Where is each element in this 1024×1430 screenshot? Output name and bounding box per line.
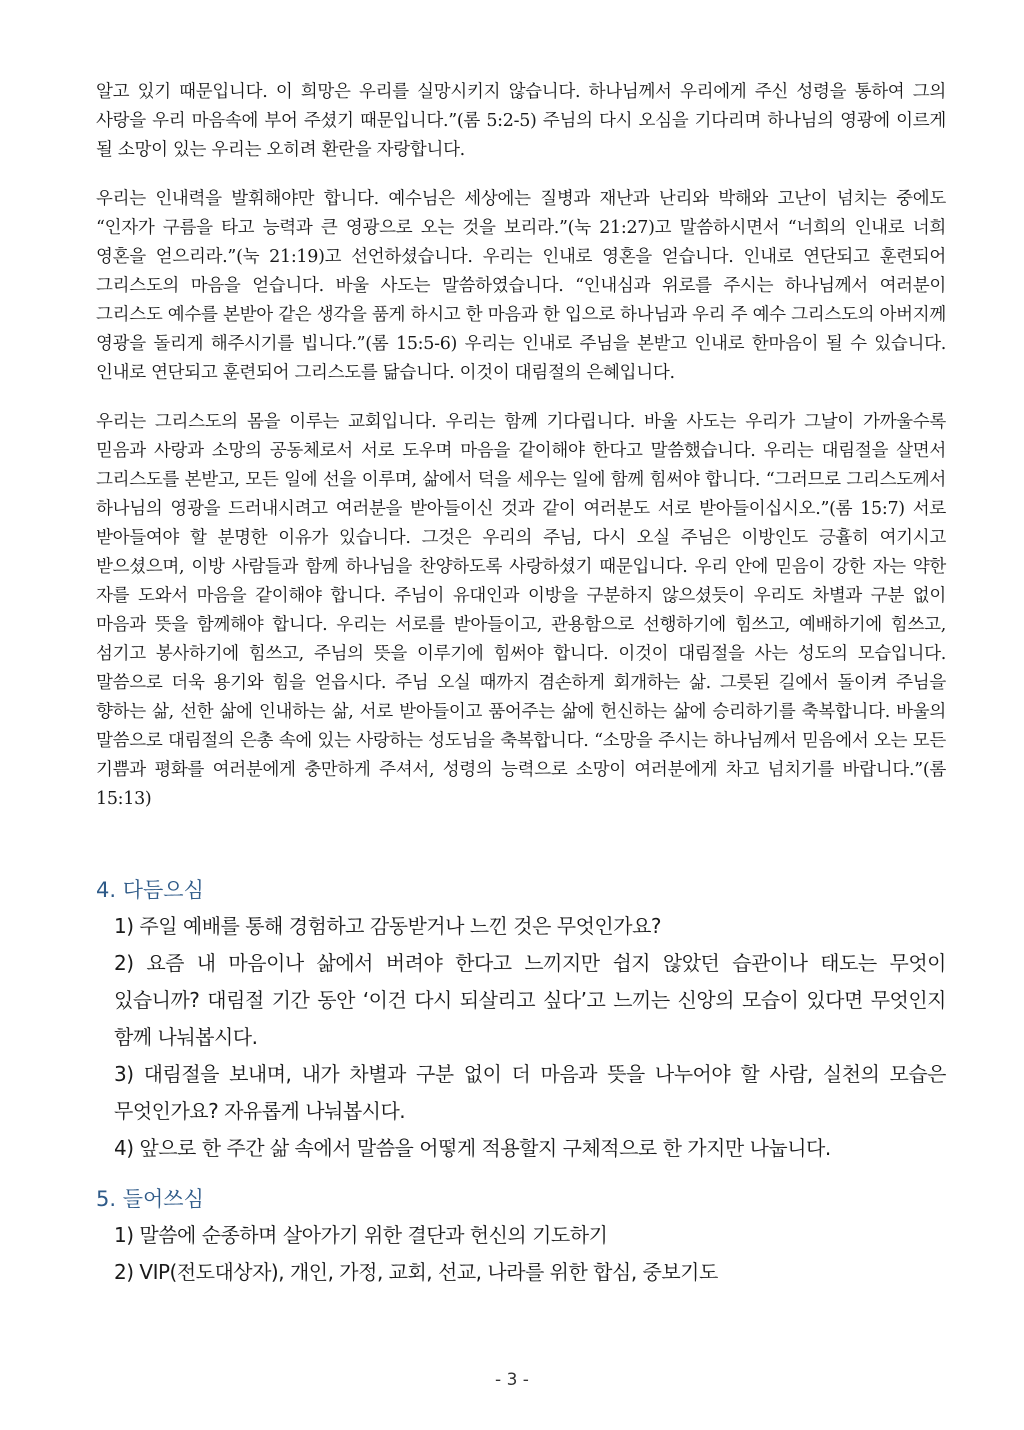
body-paragraph: 우리는 인내력을 발휘해야만 합니다. 예수님은 세상에는 질병과 재난과 난리와 박해와 고난이 넘치는 중에도 “인자가 구름을 타고 능력과 큰 영광으로 오는 것을 보리라.”(눅 21:27)고 말씀하시면서 “너희의 인내로 너희 영혼을 얻으리라.”(눅 21:19)고 선언하셨습니다. 우리는 인내로 영혼을 얻습니다. 인내로 연단되고 훈련되어 그리스도의 마음을 얻습니다. 바울 사도는 말씀하였습니다. “인내심과 위로를 주시는 하나님께서 여러분이 그리스도 예수를 본받아 같은 생각을 품게 하시고 한 마음과 한 입으로 하나님과 우리 주 예수 그리스도의 아버지께 영광을 돌리게 해주시기를 빕니다.”(롬 15:5-6) 우리는 인내로 주님을 본받고 인내로 한마음이 될 수 있습니다. 인내로 연단되고 훈련되어 그리스도를 닮습니다. 이것이 대림절의 은혜입니다. [96,189,946,383]
list-item: 1) 주일 예배를 통해 경험하고 감동받거나 느낀 것은 무엇인가요? [114,914,662,938]
section-deureosseusim [96,1181,946,1291]
section-title: 4. 다듬으심 [96,878,204,902]
list-item: 3) 대림절을 보내며, 내가 차별과 구분 없이 더 마음과 뜻을 나누어야 할 사람, 실천의 모습은 무엇인가요? 자유롭게 나눠봅시다. [114,1062,946,1123]
list-item: 2) 요즘 내 마음이나 삶에서 버려야 한다고 느끼지만 쉽지 않았던 습관이나 태도는 무엇이 있습니까? 대림절 기간 동안 ‘이건 다시 되살리고 싶다’고 느끼는 신앙의 모습이 있다면 무엇인지 함께 나눠봅시다. [114,951,946,1049]
prayer-list [96,1217,946,1291]
body-paragraph: 알고 있기 때문입니다. 이 희망은 우리를 실망시키지 않습니다. 하나님께서 우리에게 주신 성령을 통하여 그의 사랑을 우리 마음속에 부어 주셨기 때문입니다.”(롬 5:2-5) 주님의 다시 오심을 기다리며 하나님의 영광에 이르게 될 소망이 있는 우리는 오히려 환란을 자랑합니다. [96,82,946,160]
section-title: 5. 들어쓰심 [96,1187,204,1211]
list-item: 1) 말씀에 순종하며 살아가기 위한 결단과 헌신의 기도하기 [114,1223,608,1247]
body-paragraph: 우리는 그리스도의 몸을 이루는 교회입니다. 우리는 함께 기다립니다. 바울 사도는 우리가 그날이 가까울수록 믿음과 사랑과 소망의 공동체로서 서로 도우며 마음을 같이해야 한다고 말씀했습니다. 우리는 대림절을 살면서 그리스도를 본받고, 모든 일에 선을 이루며, 삶에서 덕을 세우는 일에 함께 힘써야 합니다. “그러므로 그리스도께서 하나님의 영광을 드러내시려고 여러분을 받아들이신 것과 같이 여러분도 서로 받아들이십시오.”(롬 15:7) 서로 받아들여야 할 분명한 이유가 있습니다. 그것은 우리의 주님, 다시 오실 주님은 이방인도 긍휼히 여기시고 받으셨으며, 이방 사람들과 함께 하나님을 찬양하도록 사랑하셨기 때문입니다. 우리 안에 믿음이 강한 자는 약한 자를 도와서 마음을 같이해야 합니다. 주님이 유대인과 이방을 구분하지 않으셨듯이 우리도 차별과 구분 없이 마음과 뜻을 함께해야 합니다. 우리는 서로를 받아들이고, 관용함으로 선행하기에 힘쓰고, 예배하기에 힘쓰고, 섬기고 봉사하기에 힘쓰고, 주님의 뜻을 이루기에 힘써야 합니다. 이것이 대림절을 사는 성도의 모습입니다. 말씀으로 더욱 용기와 힘을 얻읍시다. 주님 오실 때까지 겸손하게 회개하는 삶. 그릇된 길에서 돌이켜 주님을 향하는 삶, 선한 삶에 인내하는 삶, 서로 받아들이고 품어주는 삶에 헌신하는 삶에 승리하기를 축복합니다. 바울의 말씀으로 대림절의 은총 속에 있는 사랑하는 성도님을 축복합니다. “소망을 주시는 하나님께서 믿음에서 오는 모든 기쁨과 평화를 여러분에게 충만하게 주셔서, 성령의 능력으로 소망이 여러분에게 차고 넘치기를 바랍니다.”(롬 15:13) [96,412,946,809]
list-item: 2) VIP(전도대상자), 개인, 가정, 교회, 선교, 나라를 위한 합심, 중보기도 [114,1260,718,1284]
question-list [96,908,946,1167]
page-content [96,78,946,1291]
page-number: - 3 - [495,1370,529,1390]
section-dadeumeusim [96,872,946,1167]
list-item: 4) 앞으로 한 주간 삶 속에서 말씀을 어떻게 적용할지 구체적으로 한 가지만 나눕니다. [114,1136,831,1160]
